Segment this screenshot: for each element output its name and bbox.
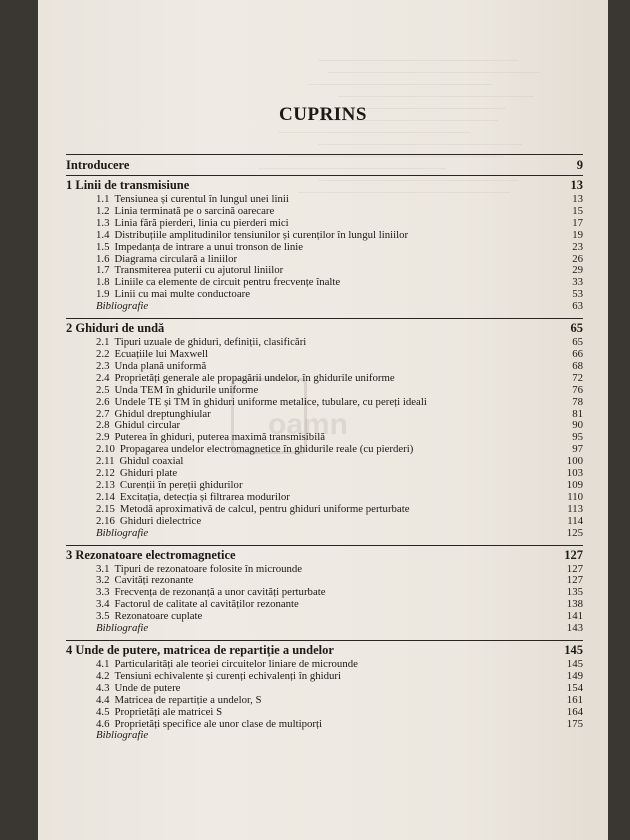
entry-page: 78 (572, 395, 583, 408)
entry-page: 154 (566, 681, 583, 694)
entry-page: 15 (572, 204, 583, 217)
entry-number: 1.1 (96, 193, 110, 205)
entry-title: Ghiduri dielectrice (119, 514, 202, 527)
entry-number: 4.1 (96, 658, 110, 670)
toc-entry (96, 384, 258, 396)
entry-page: 135 (566, 586, 583, 599)
bibliography-page: 143 (566, 622, 583, 634)
toc-entry (96, 455, 183, 467)
entry-title: Rezonatoare cuplate (114, 610, 203, 623)
entry-page: 95 (572, 431, 583, 444)
entry-number: 2.6 (96, 395, 110, 408)
bibliography-page: 125 (566, 526, 583, 539)
entry-title: Ghidul circular (114, 419, 181, 432)
intro-heading: Introducere (66, 158, 130, 172)
entry-title: Linii cu mai multe conductoare (114, 288, 251, 301)
bibliography-entry: Bibliografie (96, 729, 149, 742)
entry-page: 53 (572, 288, 583, 301)
entry-page: 29 (572, 264, 583, 277)
entry-title: Proprietăți ale matricei S (114, 705, 223, 718)
chapter-heading: 2 Ghiduri de undă (66, 321, 165, 336)
toc-entry (96, 396, 427, 408)
entry-page: 103 (566, 467, 583, 479)
entry-page: 127 (566, 562, 583, 575)
book-page (38, 0, 608, 840)
watermark-text: oamn (268, 408, 349, 441)
entry-number: 1.6 (96, 252, 110, 265)
entry-number: 2.10 (96, 443, 115, 456)
bibliography-entry: Bibliografie (96, 622, 149, 634)
toc-entry (96, 718, 322, 730)
toc-entry (96, 658, 358, 670)
page-title: CUPRINS (279, 104, 367, 125)
chapter-page: 13 (570, 178, 583, 192)
entry-number: 1.5 (96, 240, 110, 253)
toc-entry (96, 706, 222, 718)
entry-number: 4.6 (96, 717, 110, 730)
chapter-page: 65 (570, 321, 583, 336)
entry-title: Diagrama circulară a liniilor (114, 252, 238, 265)
entry-title: Transmiterea puterii cu ajutorul liniilor (114, 264, 284, 277)
entry-number: 2.1 (96, 336, 110, 349)
entry-page: 17 (572, 216, 583, 229)
entry-number: 2.2 (96, 348, 110, 360)
chapter-heading: 3 Rezonatoare electromagnetice (66, 547, 236, 562)
entry-page: 13 (572, 193, 583, 205)
bibliography-entry: Bibliografie (96, 526, 149, 539)
entry-number: 4.2 (96, 669, 110, 682)
bibliography-entry: Bibliografie (96, 300, 149, 313)
toc-entry (96, 503, 410, 515)
entry-page: 114 (567, 514, 583, 527)
entry-page: 97 (572, 443, 583, 456)
toc-entry (96, 694, 262, 706)
entry-page: 127 (566, 574, 583, 587)
entry-page: 161 (566, 693, 583, 706)
entry-title: Excitația, detecția și filtrarea modurilor (119, 490, 290, 503)
toc-entry (96, 241, 303, 253)
entry-number: 2.3 (96, 359, 110, 372)
entry-title: Linia fără pierderi, linia cu pierderi mici (114, 216, 289, 229)
chapter-heading: 1 Linii de transmisiune (66, 178, 190, 192)
entry-page: 19 (572, 228, 583, 241)
toc-entry (96, 670, 341, 682)
entry-page: 23 (572, 240, 583, 253)
entry-title: Undele TE și TM în ghiduri uniforme metalice, tubulare, cu pereți ideali (114, 395, 427, 408)
entry-title: Tipuri de rezonatoare folosite în microunde (114, 562, 303, 575)
toc-entry (96, 217, 289, 229)
entry-title: Matricea de repartiție a undelor, S (114, 693, 262, 706)
entry-page: 109 (566, 478, 583, 491)
entry-number: 3.3 (96, 586, 110, 599)
toc-entry (96, 563, 302, 575)
entry-page: 68 (572, 359, 583, 372)
toc-entry (96, 360, 206, 372)
entry-page: 26 (572, 252, 583, 265)
entry-title: Propagarea undelor electromagnetice în ghidurile reale (cu pierderi) (119, 443, 414, 456)
toc-entry (96, 574, 193, 586)
toc-entry (96, 372, 395, 384)
toc-entry (96, 682, 180, 694)
entry-number: 4.5 (96, 705, 110, 718)
entry-title: Ecuațiile lui Maxwell (114, 348, 209, 360)
entry-page: 138 (566, 598, 583, 611)
toc-entry (96, 443, 413, 455)
toc-entry (96, 408, 211, 420)
entry-page: 100 (566, 455, 583, 468)
section-rule (66, 545, 583, 546)
entry-number: 1.2 (96, 204, 110, 217)
entry-title: Proprietăți generale ale propagării undelor, în ghidurile uniforme (114, 371, 395, 384)
entry-page: 90 (572, 419, 583, 432)
toc-entry (96, 491, 290, 503)
entry-page: 149 (566, 669, 583, 682)
entry-title: Distribuțiile amplitudinilor tensiunilor și curenților în lungul liniilor (114, 228, 409, 241)
section-rule (66, 318, 583, 319)
entry-title: Cavități rezonante (114, 574, 194, 587)
entry-title: Impedanța de intrare a unui tronson de linie (114, 240, 304, 253)
entry-title: Metodă aproximativă de calcul, pentru ghiduri uniforme perturbate (119, 502, 410, 515)
entry-number: 2.16 (96, 514, 115, 527)
entry-number: 1.8 (96, 276, 110, 289)
entry-page: 145 (566, 658, 583, 670)
entry-number: 1.9 (96, 288, 110, 301)
entry-page: 65 (572, 336, 583, 349)
toc-entry (96, 193, 289, 205)
toc-entry (96, 264, 283, 276)
toc-entry (96, 205, 274, 217)
table-of-contents (38, 0, 608, 840)
entry-title: Factorul de calitate al cavităților rezonante (114, 598, 299, 611)
entry-number: 4.3 (96, 681, 110, 694)
entry-title: Frecvența de rezonanță a unor cavități perturbate (114, 586, 326, 599)
entry-number: 2.14 (96, 490, 115, 503)
entry-title: Tensiuni echivalente și curenți echivalenți în ghiduri (114, 669, 342, 682)
chapter-page: 127 (564, 547, 583, 562)
entry-number: 2.4 (96, 371, 110, 384)
entry-number: 2.7 (96, 407, 110, 420)
entry-title: Tipuri uzuale de ghiduri, definiții, clasificări (114, 336, 307, 349)
toc-entry (96, 467, 177, 479)
chapter-heading: 4 Unde de putere, matricea de repartiție a undelor (66, 643, 334, 657)
section-rule (66, 640, 583, 641)
intro-page: 9 (576, 158, 583, 172)
entry-number: 2.8 (96, 419, 110, 432)
bibliography-page: 63 (572, 300, 583, 313)
toc-entry (96, 419, 180, 431)
entry-title: Ghiduri plate (119, 467, 178, 479)
entry-title: Curenții în pereții ghidurilor (119, 478, 243, 491)
toc-entry (96, 229, 408, 241)
section-rule (66, 175, 583, 176)
entry-number: 2.9 (96, 431, 110, 444)
entry-title: Unda TEM în ghidurile uniforme (114, 383, 259, 396)
toc-entry (96, 598, 299, 610)
entry-title: Liniile ca elemente de circuit pentru frecvențe înalte (114, 276, 341, 289)
entry-number: 2.12 (96, 467, 115, 479)
section-rule (66, 154, 583, 155)
entry-number: 3.4 (96, 598, 110, 611)
entry-page: 76 (572, 383, 583, 396)
entry-title: Unda plană uniformă (114, 359, 207, 372)
toc-entry (96, 610, 202, 622)
toc-entry (96, 276, 340, 288)
entry-title: Ghidul coaxial (119, 455, 184, 468)
toc-entry (96, 479, 243, 491)
toc-entry (96, 288, 250, 300)
entry-title: Particularități ale teoriei circuitelor liniare de microunde (114, 658, 358, 670)
entry-number: 2.5 (96, 383, 110, 396)
entry-page: 164 (566, 705, 583, 718)
entry-page: 72 (572, 371, 583, 384)
entry-page: 175 (566, 717, 583, 730)
entry-number: 1.7 (96, 264, 110, 277)
entry-number: 1.4 (96, 228, 110, 241)
entry-page: 81 (572, 407, 583, 420)
entry-number: 2.13 (96, 478, 115, 491)
entry-number: 3.2 (96, 574, 110, 587)
entry-title: Proprietăți specifice ale unor clase de multiporți (114, 717, 322, 730)
entry-page: 110 (567, 490, 583, 503)
entry-title: Puterea în ghiduri, puterea maximă transmisibilă (114, 431, 325, 444)
entry-title: Unde de putere (114, 681, 181, 694)
entry-number: 2.11 (96, 455, 115, 468)
entry-page: 141 (566, 610, 583, 623)
toc-entry (96, 586, 326, 598)
entry-number: 1.3 (96, 216, 110, 229)
entry-number: 4.4 (96, 693, 110, 706)
entry-title: Ghidul dreptunghiular (114, 407, 211, 420)
entry-number: 2.15 (96, 502, 115, 515)
toc-entry (96, 515, 201, 527)
toc-entry (96, 431, 325, 443)
entry-title: Linia terminată pe o sarcină oarecare (114, 204, 275, 217)
entry-page: 113 (567, 502, 583, 515)
toc-entry (96, 336, 306, 348)
toc-entry (96, 253, 237, 265)
entry-number: 3.5 (96, 610, 110, 623)
entry-page: 66 (572, 348, 583, 360)
entry-title: Tensiunea și curentul în lungul unei linii (114, 193, 289, 205)
entry-page: 33 (572, 276, 583, 289)
toc-entry (96, 348, 208, 360)
entry-number: 3.1 (96, 562, 110, 575)
chapter-page: 145 (564, 643, 583, 657)
